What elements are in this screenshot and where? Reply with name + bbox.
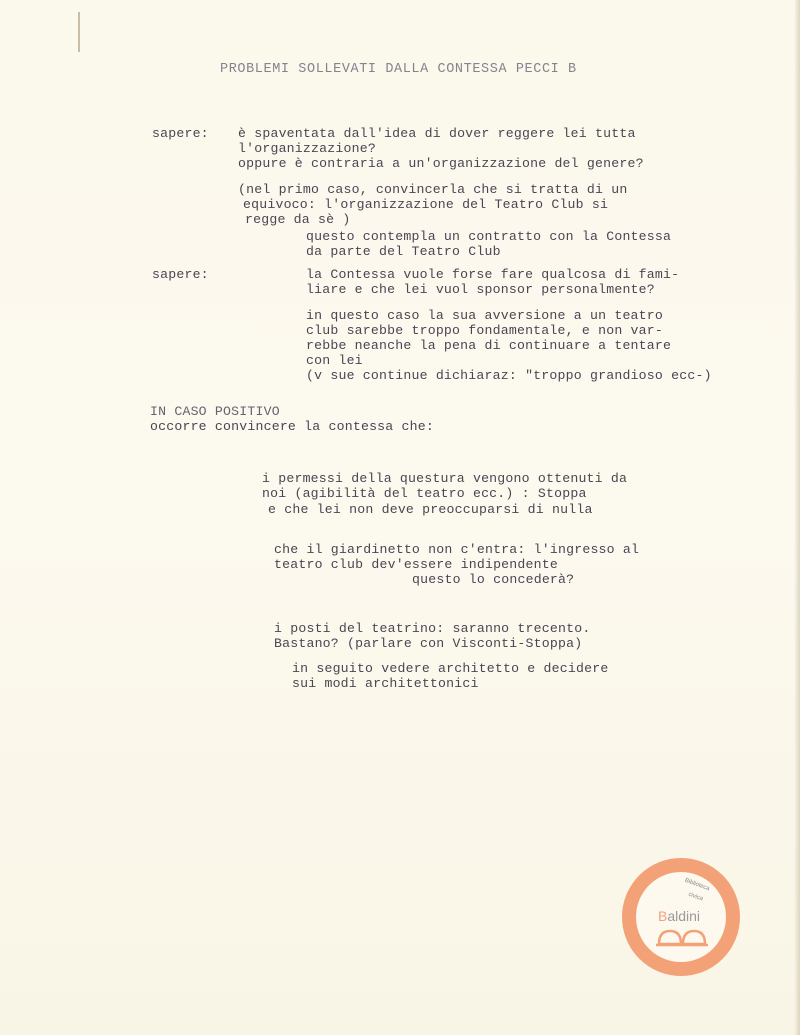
section2-line: rebbe neanche la pena di continuare a tentare [306, 338, 672, 353]
point-line: questo lo concederà? [412, 572, 575, 587]
section2-line: (v sue continue dichiaraz: "troppo grandioso ecc-) [306, 368, 712, 383]
open-book-icon [656, 928, 708, 948]
point-line: Bastano? (parlare con Visconti-Stoppa) [274, 636, 583, 651]
point-line: i posti del teatrino: saranno trecento. [274, 621, 591, 636]
library-stamp [622, 858, 740, 976]
point-line: noi (agibilità del teatro ecc.) : Stoppa [262, 486, 587, 501]
section2-line: club sarebbe troppo fondamentale, e non var- [306, 323, 664, 338]
section1-line: l'organizzazione? [238, 141, 376, 156]
point-line: che il giardinetto non c'entra: l'ingresso al [274, 542, 640, 557]
section2-line: in questo caso la sua avversione a un teatro [306, 308, 664, 323]
point-line: i permessi della questura vengono ottenuti da [262, 471, 628, 486]
section-heading: IN CASO POSITIVO [150, 404, 280, 419]
section1-line: (nel primo caso, convincerla che si tratta di un [238, 182, 628, 197]
section1-line: equivoco: l'organizzazione del Teatro Club si [243, 197, 609, 212]
point-line: e che lei non deve preoccuparsi di nulla [268, 502, 593, 517]
document-title: PROBLEMI SOLLEVATI DALLA CONTESSA PECCI B [220, 62, 577, 77]
stamp-name: Baldini [658, 908, 701, 924]
section2-line: con lei [306, 353, 363, 368]
section1-line: regge da sè ) [245, 212, 351, 227]
section2-line: la Contessa vuole forse fare qualcosa di fami- [306, 267, 680, 282]
section1-line: questo contempla un contratto con la Contessa [306, 229, 672, 244]
stamp-line2: civica [687, 891, 704, 903]
point-line: in seguito vedere architetto e decidere [292, 661, 609, 676]
pencil-mark [78, 12, 80, 52]
section1-label: sapere: [152, 126, 209, 141]
section1-line: è spaventata dall'idea di dover reggere lei tutta [238, 126, 636, 141]
section1-line: da parte del Teatro Club [306, 244, 501, 259]
intro-line: occorre convincere la contessa che: [150, 419, 434, 434]
section2-line: liare e che lei vuol sponsor personalmente? [306, 282, 655, 297]
point-line: teatro club dev'essere indipendente [274, 557, 558, 572]
point-line: sui modi architettonici [292, 676, 479, 691]
stamp-line1: Biblioteca [683, 877, 711, 893]
section2-label: sapere: [152, 267, 209, 282]
paper-edge-shadow [794, 0, 800, 1035]
section1-line: oppure è contraria a un'organizzazione del genere? [238, 156, 644, 171]
